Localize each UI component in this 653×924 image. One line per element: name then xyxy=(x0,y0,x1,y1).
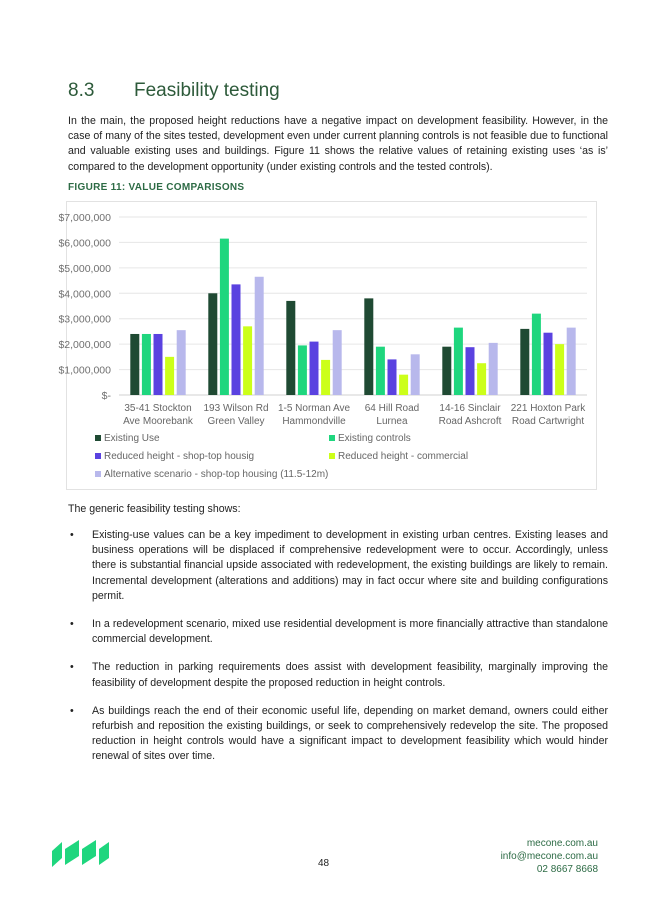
bar xyxy=(520,329,529,395)
bar xyxy=(544,333,553,395)
x-tick-label: 221 Hoxton Park xyxy=(510,403,586,414)
y-tick-label: $3,000,000 xyxy=(58,313,111,326)
legend-swatch xyxy=(95,471,101,477)
bar xyxy=(477,363,486,395)
list-item-text: As buildings reach the end of their economic useful life, depending on market demand, owners could either refurbish and reposition the existing buildings, or seek to comprehensively redevelop the site. The proposed reduction in height controls would have a significant impact to development feasibility which would hinder renewal of sites over time. xyxy=(92,704,608,763)
bar xyxy=(298,345,307,395)
bar xyxy=(376,347,385,395)
y-tick-label: $5,000,000 xyxy=(58,262,111,275)
bar xyxy=(310,342,319,395)
legend-label: Reduced height - shop-top housig xyxy=(104,451,255,462)
x-tick-label: 64 Hill Road xyxy=(364,403,420,414)
list-item xyxy=(68,660,608,690)
section-heading xyxy=(68,80,280,102)
bar xyxy=(154,334,163,395)
x-tick-label: 193 Wilson Rd xyxy=(203,403,269,414)
bullet-icon: • xyxy=(70,704,74,717)
list-item xyxy=(68,704,608,765)
x-tick-label: Green Valley xyxy=(207,416,265,427)
contact-block xyxy=(501,837,598,876)
x-tick-label: Hammondville xyxy=(282,416,346,427)
bar xyxy=(555,344,564,395)
bar xyxy=(388,359,397,395)
section-title: Feasibility testing xyxy=(134,80,280,101)
legend-swatch xyxy=(95,453,101,459)
bar xyxy=(364,298,373,395)
bullet-icon: • xyxy=(70,529,74,541)
x-tick-label: 14-16 Sinclair xyxy=(439,403,501,414)
figure-caption: FIGURE 11: VALUE COMPARISONS xyxy=(68,182,245,193)
list-item-text: Existing-use values can be a key impediment to development in existing urban centres. Existing leases and business operations will be displaced if comprehensive redevelopment were to occur. Accordingly, unless there is substantial financial upside associated with redevelopment, the existing buildings are likely to remain. Incremental development (alterations and additions) may in fact occur where site and building configurations permit. xyxy=(92,529,608,602)
bar xyxy=(489,343,498,395)
page-number: 48 xyxy=(318,858,330,869)
legend-swatch xyxy=(95,435,101,441)
intro-paragraph: In the main, the proposed height reductions have a negative impact on development feasibility. However, in the case of many of the sites tested, development even under current planning controls is not feasible due to functional and valuable existing uses and buildings. Figure 11 shows the relative values of retaining existing uses ‘as is’ compared to the development opportunity (under existing controls and the tested controls). xyxy=(68,115,608,173)
x-tick-label: 1-5 Norman Ave xyxy=(277,403,351,414)
bar xyxy=(333,330,342,395)
phone-number: 02 8667 8668 xyxy=(536,864,598,875)
bar xyxy=(165,357,174,395)
bar xyxy=(220,239,229,395)
x-tick-label: Road Cartwright xyxy=(511,416,585,427)
chart-canvas xyxy=(58,202,596,489)
bar xyxy=(243,326,252,395)
bar xyxy=(177,330,186,395)
legend-label: Reduced height - commercial xyxy=(338,451,469,462)
legend-label: Alternative scenario - shop-top housing (11.5-12m) xyxy=(104,469,329,480)
bar xyxy=(255,277,264,395)
bar xyxy=(232,284,241,395)
bullet-icon: • xyxy=(70,661,74,674)
x-tick-label: 35-41 Stockton xyxy=(124,403,192,414)
legend-swatch xyxy=(329,453,335,459)
list-item-text: The reduction in parking requirements does assist with development feasibility, marginally improving the feasibility of development despite the proposed reduction in height controls. xyxy=(92,661,608,689)
y-tick-label: $7,000,000 xyxy=(58,212,111,224)
bar xyxy=(142,334,151,395)
list-item xyxy=(68,528,608,604)
email-link[interactable]: info@mecone.com.au xyxy=(500,851,598,862)
findings-list xyxy=(68,528,608,778)
section-number: 8.3 xyxy=(68,80,95,101)
x-tick-label: Lurnea xyxy=(376,416,408,427)
list-item xyxy=(68,617,608,647)
lead-text: The generic feasibility testing shows: xyxy=(68,503,241,515)
bullet-icon: • xyxy=(70,618,74,631)
y-tick-label: $4,000,000 xyxy=(58,288,111,301)
y-tick-label: $2,000,000 xyxy=(58,339,111,352)
value-comparison-chart xyxy=(58,201,597,490)
y-tick-label: $6,000,000 xyxy=(58,237,111,250)
bar xyxy=(466,347,475,395)
bar xyxy=(208,293,217,395)
list-item-text: In a redevelopment scenario, mixed use residential development is more financially attractive than standalone commercial development. xyxy=(92,618,608,646)
legend-label: Existing Use xyxy=(104,433,160,444)
bar xyxy=(454,328,463,395)
mecone-logo-icon xyxy=(52,838,110,868)
bar xyxy=(130,334,139,395)
legend-swatch xyxy=(329,435,335,441)
y-tick-label: $1,000,000 xyxy=(58,364,111,377)
bar xyxy=(399,375,408,395)
y-tick-label: $- xyxy=(101,390,111,402)
x-tick-label: Road Ashcroft xyxy=(438,416,502,427)
bar xyxy=(321,360,330,395)
website-link[interactable]: mecone.com.au xyxy=(526,838,598,849)
x-tick-label: Ave Moorebank xyxy=(123,416,193,427)
bar xyxy=(411,354,420,395)
bar xyxy=(442,347,451,395)
bar xyxy=(286,301,295,395)
bar xyxy=(532,314,541,395)
legend-label: Existing controls xyxy=(338,433,411,444)
bar xyxy=(567,328,576,395)
